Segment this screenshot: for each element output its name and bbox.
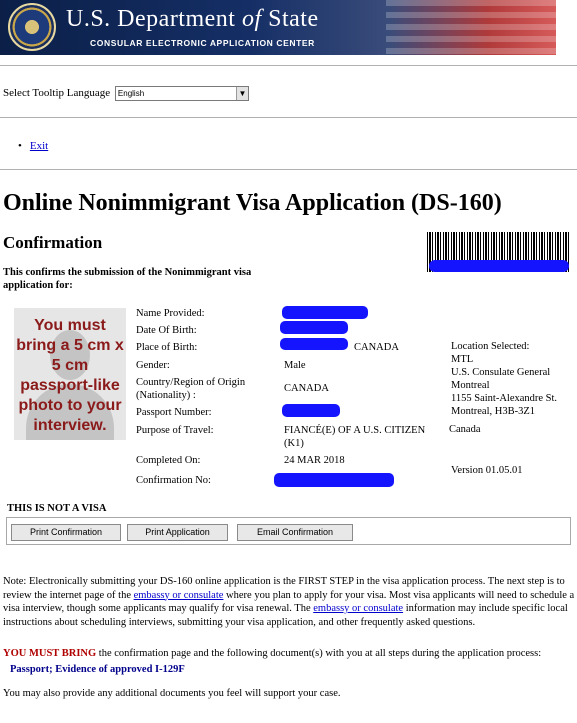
required-documents: Passport; Evidence of approved I-129F bbox=[10, 664, 185, 675]
note-text: where you plan to apply for your visa. Most visa applicants will need to schedule a visa interview, though some applicants may qualify for visa renewal. The bbox=[3, 589, 575, 614]
nav-list bbox=[18, 140, 48, 152]
department-title: U.S. Department of State bbox=[66, 6, 319, 32]
tooltip-language-select[interactable] bbox=[115, 86, 249, 101]
must-bring-statement bbox=[3, 647, 577, 660]
location-line2: Montreal bbox=[451, 380, 490, 391]
photo-instruction: You must bring a 5 cm x 5 cm passport-like photo to your interview. bbox=[16, 317, 124, 434]
completed-value: 24 MAR 2018 bbox=[284, 455, 345, 466]
location-selected bbox=[449, 340, 558, 435]
pob-label: Place of Birth: bbox=[136, 342, 198, 353]
note-text: information may include specific local instructions about scheduling interviews, submitting your visa application, and other frequently asked questions. bbox=[3, 603, 568, 628]
purpose-value-line2: (K1) bbox=[284, 438, 304, 449]
tooltip-language-value: English bbox=[117, 89, 145, 98]
purpose-label: Purpose of Travel: bbox=[136, 425, 214, 436]
must-bring-emphasis: YOU MUST BRING bbox=[3, 648, 97, 659]
confirms-statement: This confirms the submission of the Nonimmigrant visa application for: bbox=[3, 267, 252, 291]
confirmation-barcode bbox=[427, 232, 571, 272]
email-confirmation-button[interactable]: Email Confirmation bbox=[237, 524, 353, 541]
page-title: Online Nonimmigrant Visa Application (DS-160) bbox=[3, 190, 502, 216]
location-line5: Canada bbox=[449, 424, 481, 435]
embassy-link[interactable]: embassy or consulate bbox=[313, 603, 404, 614]
version-label: Version 01.05.01 bbox=[451, 465, 523, 476]
section-title: Confirmation bbox=[3, 233, 103, 252]
pob-country-value: CANADA bbox=[354, 342, 399, 353]
name-redacted bbox=[282, 306, 368, 319]
country-value: CANADA bbox=[284, 383, 329, 394]
department-subtitle: CONSULAR ELECTRONIC APPLICATION CENTER bbox=[90, 38, 315, 48]
tooltip-language-label: Select Tooltip Language bbox=[3, 87, 111, 100]
header-banner bbox=[0, 0, 556, 55]
location-line1: U.S. Consulate General bbox=[451, 367, 551, 378]
location-code: MTL bbox=[451, 354, 474, 365]
passport-redacted bbox=[282, 404, 340, 417]
print-application-button[interactable]: Print Application bbox=[127, 524, 228, 541]
bullet-icon: • bbox=[18, 140, 22, 152]
applicant-photo bbox=[14, 308, 126, 440]
embassy-link[interactable]: embassy or consulate bbox=[133, 589, 224, 601]
dob-redacted bbox=[280, 321, 348, 334]
country-label-line1: Country/Region of Origin bbox=[136, 377, 246, 388]
location-line3: 1155 Saint-Alexandre St. bbox=[451, 393, 558, 404]
pob-redacted bbox=[280, 338, 348, 350]
chevron-down-icon[interactable]: ▼ bbox=[236, 87, 248, 100]
print-confirmation-button[interactable]: Print Confirmation bbox=[11, 524, 121, 541]
purpose-value-line1: FIANCÉ(E) OF A U.S. CITIZEN bbox=[284, 425, 426, 436]
passport-label: Passport Number: bbox=[136, 407, 212, 418]
action-bar bbox=[6, 517, 571, 545]
department-seal-icon bbox=[8, 3, 56, 51]
exit-link[interactable]: Exit bbox=[29, 140, 49, 152]
gender-value: Male bbox=[284, 360, 306, 371]
tooltip-language-row bbox=[3, 86, 249, 101]
completed-label: Completed On: bbox=[136, 455, 201, 466]
must-bring-text: the confirmation page and the following document(s) with you at all steps during the application process: bbox=[96, 648, 542, 659]
dob-label: Date Of Birth: bbox=[136, 325, 197, 336]
location-label: Location Selected: bbox=[451, 341, 530, 352]
redaction-mark bbox=[429, 260, 569, 272]
divider bbox=[0, 169, 577, 170]
additional-documents-note: You may also provide any additional documents you feel will support your case. bbox=[3, 688, 341, 699]
country-label-line2: (Nationality) : bbox=[136, 390, 196, 401]
divider bbox=[0, 65, 577, 66]
note-paragraph bbox=[3, 575, 575, 629]
name-label: Name Provided: bbox=[136, 308, 205, 319]
confirmation-label: Confirmation No: bbox=[136, 475, 211, 486]
location-line4: Montreal, H3B-3Z1 bbox=[451, 406, 535, 417]
flag-stripes bbox=[386, 0, 556, 55]
note-text: Note: Electronically submitting your DS-160 online application is the FIRST STEP in the visa application process. The next step is to review the internet page of the bbox=[3, 576, 565, 601]
confirmation-redacted bbox=[274, 473, 394, 487]
gender-label: Gender: bbox=[136, 360, 170, 371]
divider bbox=[0, 117, 577, 118]
not-a-visa-notice: THIS IS NOT A VISA bbox=[7, 503, 107, 514]
